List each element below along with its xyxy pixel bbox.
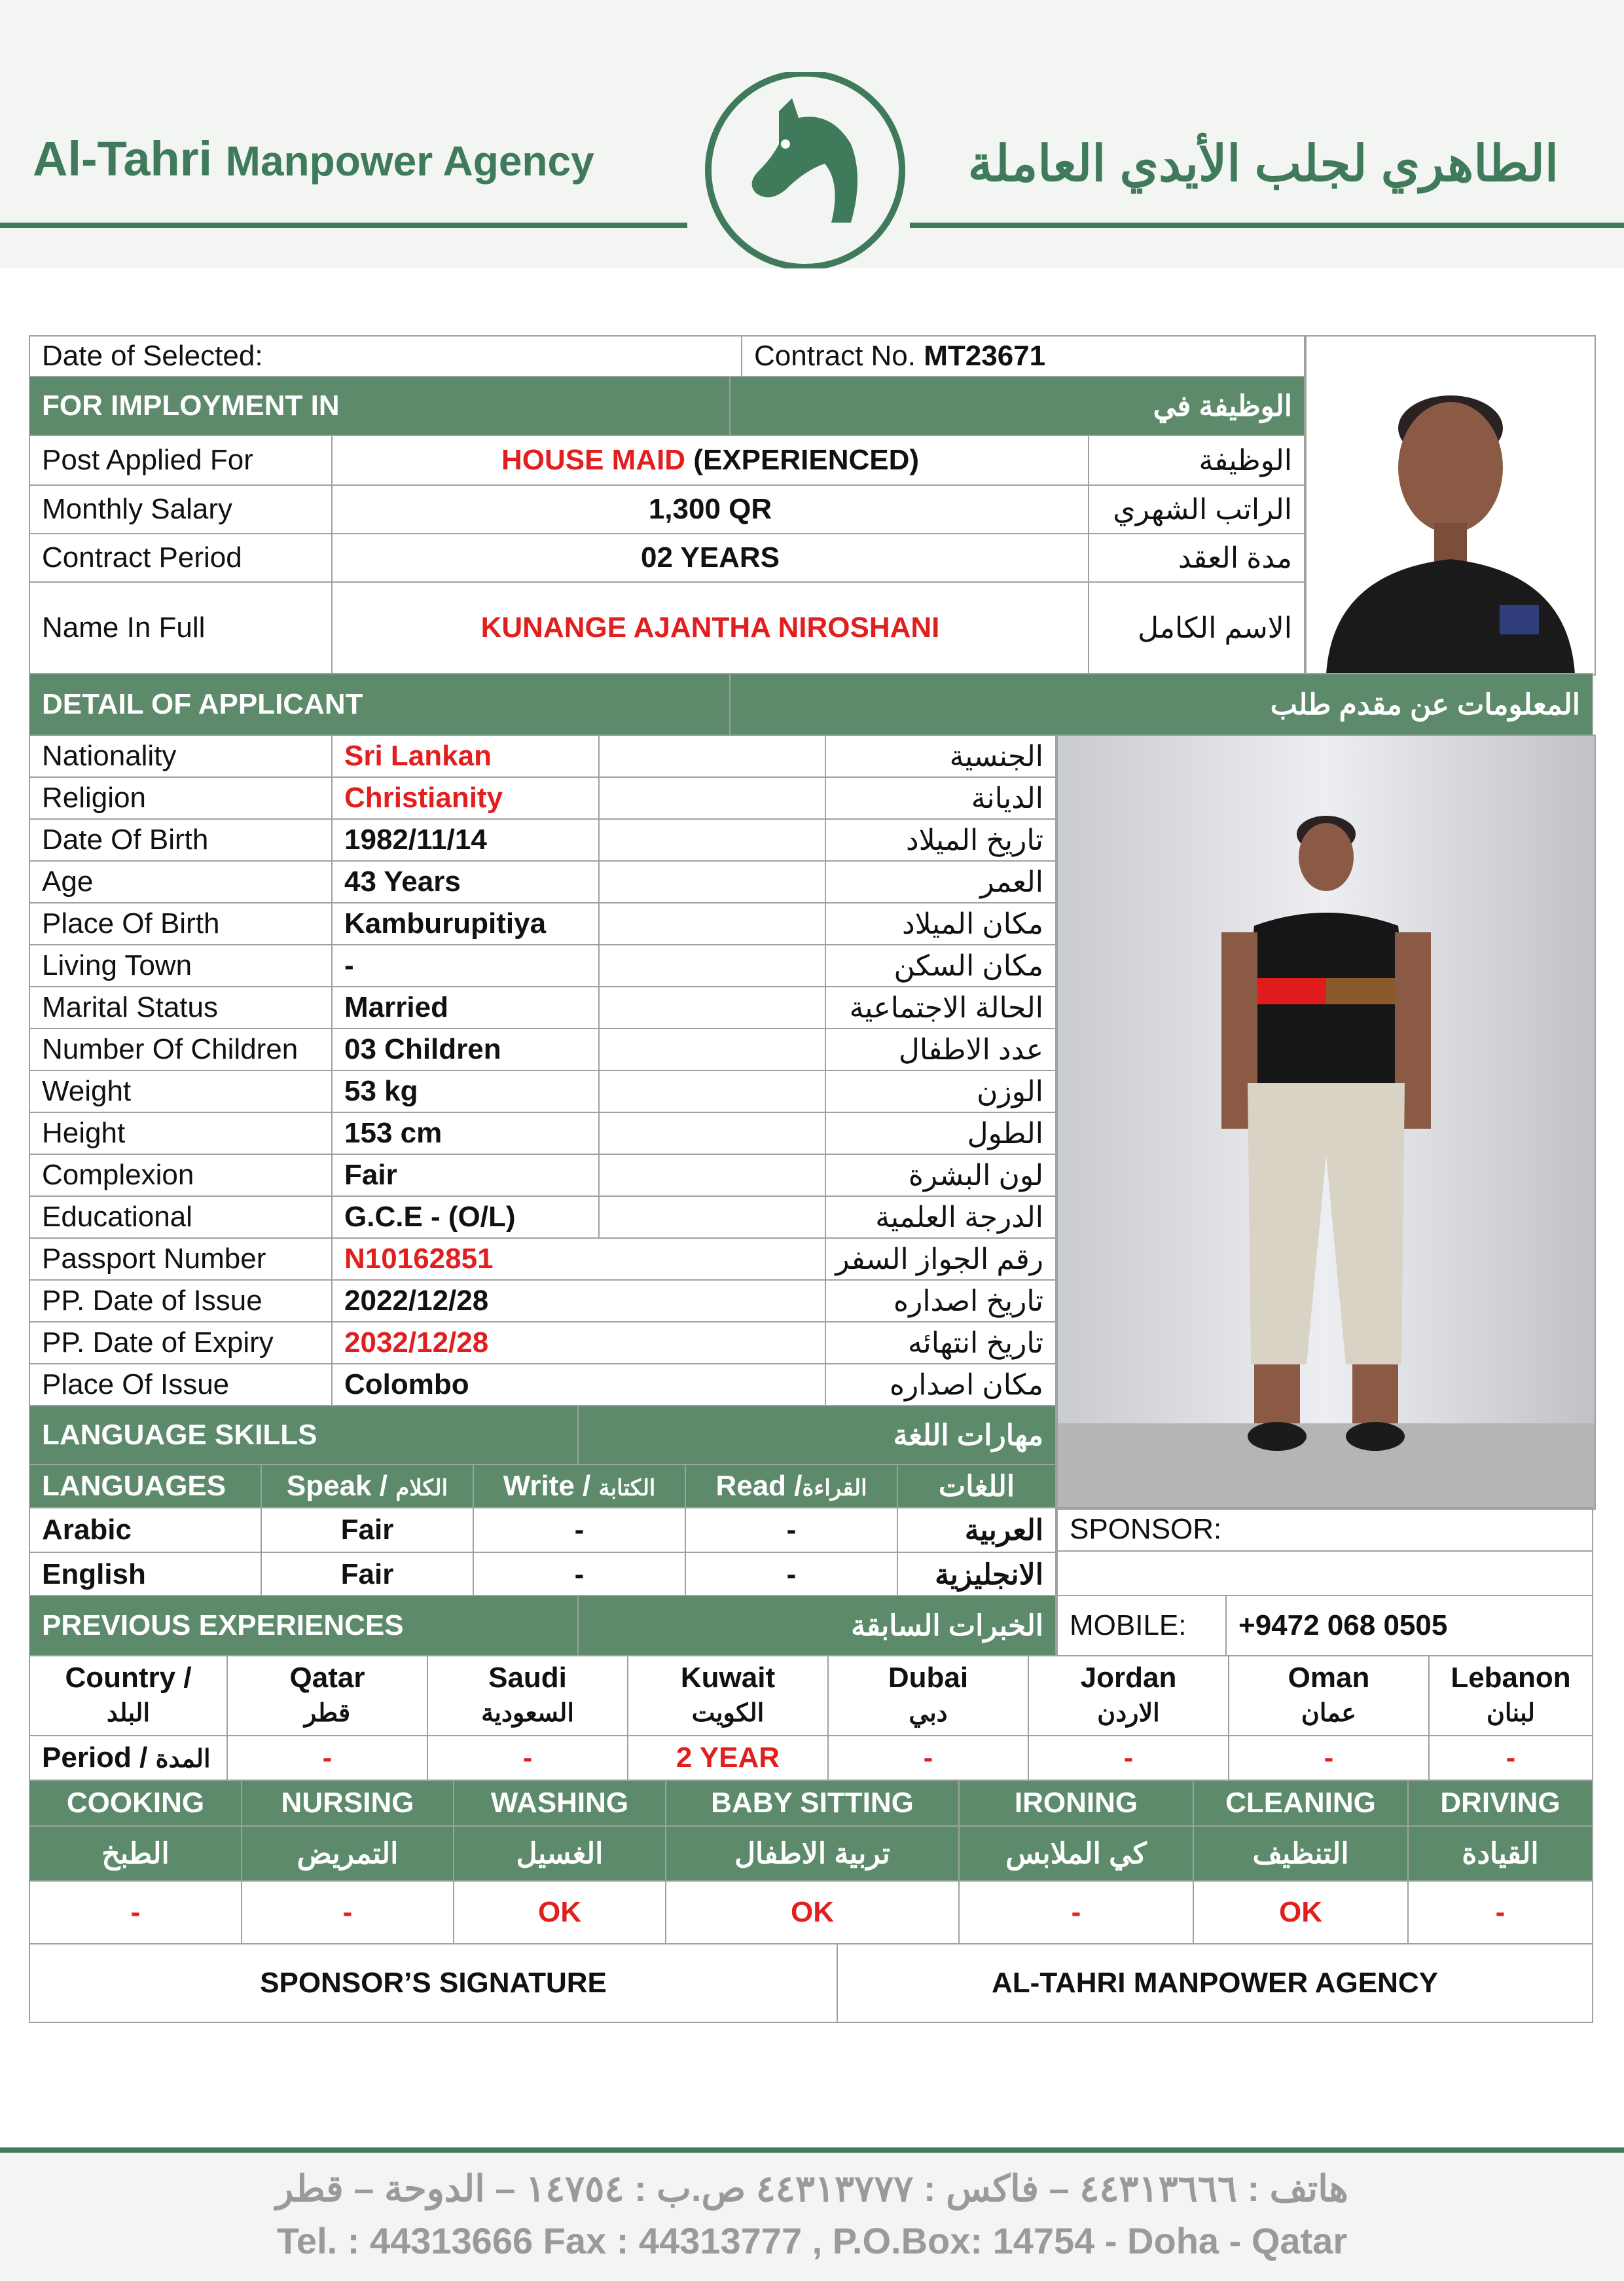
skills-table (29, 1779, 1593, 1944)
detail-label: Date Of Birth (29, 819, 332, 861)
detail-label: Complexion (29, 1154, 332, 1196)
agency-signature: AL-TAHRI MANPOWER AGENCY (837, 1944, 1593, 2022)
sponsor-box (1056, 1507, 1593, 1596)
period-header: Period / المدة (29, 1736, 227, 1780)
date-selected-label: Date of Selected: (29, 336, 742, 376)
employment-table (29, 376, 1305, 436)
detail-label-ar: الوزن (825, 1070, 1056, 1112)
detail-value: 53 kg (332, 1070, 599, 1112)
detail-value: 153 cm (332, 1112, 599, 1154)
detail-label-ar: رقم الجواز السفر (825, 1238, 1056, 1280)
skill-name-ar: التنظيف (1193, 1826, 1408, 1881)
footer-contact-ar: هاتف : ٤٤٣١٣٦٦٦ – فاكس : ٤٤٣١٣٧٧٧ ص.ب : ١٤٧٥٤ – الدوحة – قطر (276, 2168, 1348, 2209)
skill-name-ar: الطبخ (29, 1826, 242, 1881)
experience-title-en: PREVIOUS EXPERIENCES (29, 1596, 578, 1656)
detail-label-ar: الطول (825, 1112, 1056, 1154)
detail-label-ar: عدد الاطفال (825, 1029, 1056, 1070)
country-cell: Jordan الاردن (1028, 1656, 1229, 1736)
detail-label-ar: الديانة (825, 777, 1056, 819)
detail-label: Weight (29, 1070, 332, 1112)
brand-name-ar: الطاهري لجلب الأيدي العاملة (967, 136, 1559, 192)
skill-name: WASHING (454, 1780, 666, 1826)
horse-logo-icon (700, 72, 910, 268)
detail-label: Marital Status (29, 987, 332, 1029)
header-rule-right (910, 223, 1624, 228)
language-write: - (473, 1552, 685, 1597)
contract-number: Contract No. MT23671 (742, 336, 1305, 376)
detail-label-ar: العمر (825, 861, 1056, 903)
detail-label: Living Town (29, 945, 332, 987)
detail-label: Age (29, 861, 332, 903)
period-cell: 2 YEAR (628, 1736, 828, 1780)
language-speak: Fair (261, 1508, 473, 1552)
portrait-photo (1305, 335, 1596, 676)
salary-label-ar: الراتب الشهري (1089, 485, 1305, 534)
detail-label: Nationality (29, 735, 332, 777)
sponsor-signature: SPONSOR’S SIGNATURE (29, 1944, 837, 2022)
skill-name: DRIVING (1408, 1780, 1593, 1826)
employment-rows (29, 435, 1305, 674)
period-label-ar: مدة العقد (1089, 534, 1305, 582)
skill-value: OK (454, 1881, 666, 1944)
detail-value: Sri Lankan (332, 735, 599, 777)
mobile-number: +9472 068 0505 (1226, 1596, 1593, 1656)
detail-label: Height (29, 1112, 332, 1154)
experience-title-bar (29, 1595, 1056, 1656)
footer-rule (0, 2147, 1624, 2153)
period-value: 02 YEARS (332, 534, 1089, 582)
language-write: - (473, 1508, 685, 1552)
detail-value: N10162851 (332, 1238, 825, 1280)
detail-label: PP. Date of Expiry (29, 1322, 332, 1364)
detail-label-ar: الحالة الاجتماعية (825, 987, 1056, 1029)
mobile-label: MOBILE: (1057, 1596, 1226, 1656)
skill-name-ar: القيادة (1408, 1826, 1593, 1881)
detail-value: G.C.E - (O/L) (332, 1196, 599, 1238)
applicant-details (29, 735, 1056, 1406)
col-write: Write / الكتابة (473, 1465, 685, 1508)
detail-label-ar: الجنسية (825, 735, 1056, 777)
detail-label: Number Of Children (29, 1029, 332, 1070)
detail-label-ar: مكان الميلاد (825, 903, 1056, 945)
country-cell: Dubai دبي (828, 1656, 1028, 1736)
language-name-ar: العربية (897, 1508, 1056, 1552)
language-speak: Fair (261, 1552, 473, 1597)
col-languages: LANGUAGES (29, 1465, 261, 1508)
skill-name-ar: الغسيل (454, 1826, 666, 1881)
applicant-title-en: DETAIL OF APPLICANT (29, 674, 730, 735)
signature-table (29, 1943, 1593, 2023)
period-cell: - (1429, 1736, 1593, 1780)
detail-label-ar: لون البشرة (825, 1154, 1056, 1196)
language-read: - (685, 1508, 897, 1552)
period-cell: - (227, 1736, 427, 1780)
detail-value: Kamburupitiya (332, 903, 599, 945)
skill-value: - (29, 1881, 242, 1944)
skill-name: BABY SITTING (666, 1780, 959, 1826)
language-title-en: LANGUAGE SKILLS (29, 1406, 578, 1465)
detail-label-ar: الدرجة العلمية (825, 1196, 1056, 1238)
mobile-box (1056, 1595, 1593, 1656)
detail-value: 2032/12/28 (332, 1322, 825, 1364)
country-cell: Lebanon لبنان (1429, 1656, 1593, 1736)
language-table (29, 1464, 1056, 1597)
detail-label: Place Of Issue (29, 1364, 332, 1406)
country-cell: Saudi السعودية (427, 1656, 628, 1736)
post-label-ar: الوظيفة (1089, 435, 1305, 485)
language-name: Arabic (29, 1508, 261, 1552)
detail-label-ar: مكان السكن (825, 945, 1056, 987)
detail-value: - (332, 945, 599, 987)
skill-value: - (959, 1881, 1193, 1944)
language-name-ar: الانجليزية (897, 1552, 1056, 1597)
country-cell: Oman عمان (1229, 1656, 1429, 1736)
applicant-title-bar (29, 673, 1593, 736)
skill-name-ar: تربية الاطفال (666, 1826, 959, 1881)
experience-title-ar: الخبرات السابقة (578, 1596, 1056, 1656)
period-cell: - (1028, 1736, 1229, 1780)
detail-value: Colombo (332, 1364, 825, 1406)
skill-name-ar: كي الملابس (959, 1826, 1193, 1881)
full-body-photo (1056, 735, 1596, 1510)
sponsor-label: SPONSOR: (1057, 1508, 1593, 1551)
col-read: Read /القراءة (685, 1465, 897, 1508)
detail-value: 03 Children (332, 1029, 599, 1070)
employment-title-en: FOR IMPLOYMENT IN (29, 376, 730, 435)
salary-label: Monthly Salary (29, 485, 332, 534)
skill-value: - (242, 1881, 454, 1944)
detail-value: Married (332, 987, 599, 1029)
col-languages-ar: اللغات (897, 1465, 1056, 1508)
applicant-title-ar: المعلومات عن مقدم طلب (730, 674, 1593, 735)
skill-value: OK (666, 1881, 959, 1944)
skill-name: CLEANING (1193, 1780, 1408, 1826)
period-label: Contract Period (29, 534, 332, 582)
period-cell: - (427, 1736, 628, 1780)
detail-value: 1982/11/14 (332, 819, 599, 861)
language-read: - (685, 1552, 897, 1597)
name-label-ar: الاسم الكامل (1089, 582, 1305, 674)
post-label: Post Applied For (29, 435, 332, 485)
detail-label-ar: تاريخ انتهائه (825, 1322, 1056, 1364)
country-cell: Qatar قطر (227, 1656, 427, 1736)
detail-label: Religion (29, 777, 332, 819)
brand-name-en: Al-Tahri Manpower Agency (33, 132, 594, 186)
detail-label-ar: تاريخ اصداره (825, 1280, 1056, 1322)
detail-value: 43 Years (332, 861, 599, 903)
detail-value: Christianity (332, 777, 599, 819)
detail-label-ar: مكان اصداره (825, 1364, 1056, 1406)
country-header: Country / البلد (29, 1656, 227, 1736)
language-title-ar: مهارات اللغة (578, 1406, 1056, 1465)
post-value: HOUSE MAID (EXPERIENCED) (332, 435, 1089, 485)
detail-label: Passport Number (29, 1238, 332, 1280)
country-cell: Kuwait الكويت (628, 1656, 828, 1736)
detail-value: 2022/12/28 (332, 1280, 825, 1322)
period-cell: - (828, 1736, 1028, 1780)
period-cell: - (1229, 1736, 1429, 1780)
name-value: KUNANGE AJANTHA NIROSHANI (332, 582, 1089, 674)
header-rule-left (0, 223, 687, 228)
detail-label: PP. Date of Issue (29, 1280, 332, 1322)
skill-name: IRONING (959, 1780, 1193, 1826)
language-title-bar (29, 1405, 1056, 1465)
col-speak: Speak / الكلام (261, 1465, 473, 1508)
skill-value: OK (1193, 1881, 1408, 1944)
detail-label: Educational (29, 1196, 332, 1238)
employment-title-ar: الوظيفة في (730, 376, 1305, 435)
name-label: Name In Full (29, 582, 332, 674)
skill-name: COOKING (29, 1780, 242, 1826)
detail-value: Fair (332, 1154, 599, 1196)
detail-label: Place Of Birth (29, 903, 332, 945)
skill-value: - (1408, 1881, 1593, 1944)
skill-name-ar: التمريض (242, 1826, 454, 1881)
experience-table (29, 1655, 1593, 1781)
skill-name: NURSING (242, 1780, 454, 1826)
language-name: English (29, 1552, 261, 1597)
detail-label-ar: تاريخ الميلاد (825, 819, 1056, 861)
salary-value: 1,300 QR (332, 485, 1089, 534)
footer-contact-en: Tel. : 44313666 Fax : 44313777 , P.O.Box: 14754 - Doha - Qatar (276, 2220, 1348, 2261)
